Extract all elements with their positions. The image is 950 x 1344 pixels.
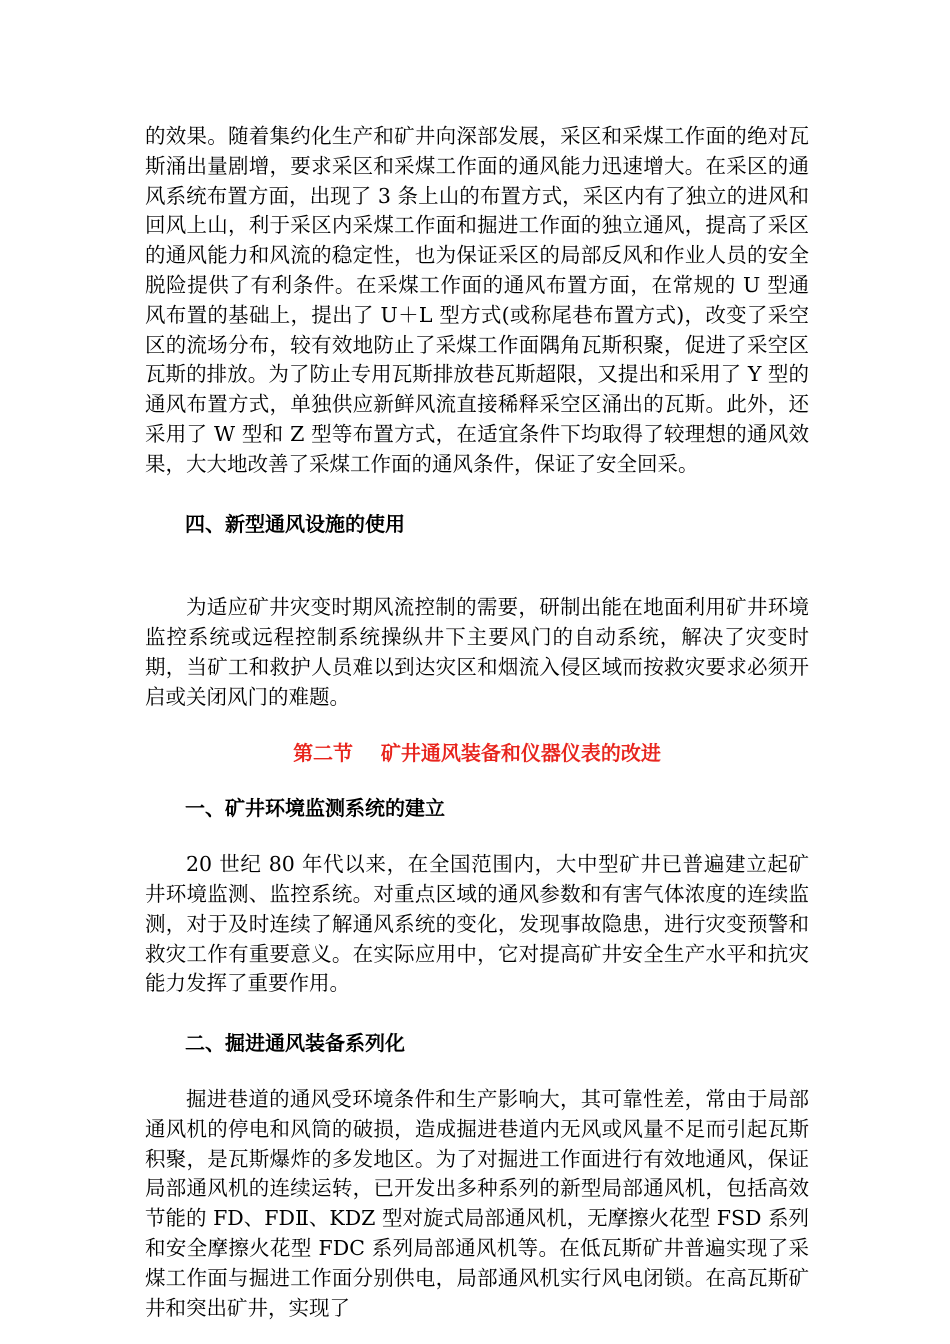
document-page (145, 122, 809, 1323)
spacer (145, 824, 809, 850)
spacer (145, 480, 809, 510)
spacer (145, 713, 809, 739)
paragraph-airflow-control: 为适应矿井灾变时期风流控制的需要，研制出能在地面利用矿井环境监控系统或远程控制系统操纵井下主要风门的自动系统，解决了灾变时期，当矿工和救护人员难以到达灾区和烟流入侵区域而按救灾要求必须开启或关闭风门的难题。 (145, 595, 809, 709)
heading-driving-ventilation: 二、掘进通风装备系列化 (185, 1031, 405, 1056)
spacer (145, 768, 809, 794)
paragraph-tail: 的效果。随着集约化生产和矿井向深部发展，采区和采煤工作面的绝对瓦斯涌出量剧增，要求采区和采煤工作面的通风能力迅速增大。在采区的通风系统布置方面，出现了 3 条上山的布置方式，采区内有了独立的进风和回风上山，利于采区内采煤工作面和掘进工作面的独立通风，提高了采区的通风能力和风流的稳定性，也为保证采区的局部反风和作业人员的安全脱险提供了有利条件。在采煤工作面的通风布置方面，在常规的 U 型通风布置的基础上，提出了 U＋L 型方式(或称尾巷布置方式)，改变了采空区的流场分布，较有效地防止了采煤工作面隅角瓦斯积聚，促进了采空区瓦斯的排放。为了防止专用瓦斯排放巷瓦斯超限，又提出和采用了 Y 型的通风布置方式，单独供应新鲜风流直接稀释采空区涌出的瓦斯。此外，还采用了 W 型和 Z 型等布置方式，在适宜条件下均取得了较理想的通风效果，大大地改善了采煤工作面的通风条件，保证了安全回采。 (145, 124, 809, 476)
section-title: 第二节 矿井通风装备和仪器仪表的改进 (293, 740, 661, 765)
heading-monitoring-system: 一、矿井环境监测系统的建立 (185, 796, 445, 821)
heading-new-ventilation-facilities: 四、新型通风设施的使用 (185, 511, 405, 536)
spacer (145, 539, 809, 593)
paragraph-monitoring: 20 世纪 80 年代以来，在全国范围内，大中型矿井已普遍建立起矿井环境监测、监控系统。对重点区域的通风参数和有害气体浓度的连续监测，对于及时连续了解通风系统的变化，发现事故隐患，进行灾变预警和救灾工作有重要意义。在实际应用中，它对提高矿井安全生产水平和抗灾能力发挥了重要作用。 (145, 852, 809, 996)
spacer (145, 1059, 809, 1085)
paragraph-driving-ventilation: 掘进巷道的通风受环境条件和生产影响大，其可靠性差，常由于局部通风机的停电和风筒的破损，造成掘进巷道内无风或风量不足而引起瓦斯积聚，是瓦斯爆炸的多发地区。为了对掘进工作面进行有效地通风，保证局部通风机的连续运转，已开发出多种系列的新型局部通风机，包括高效节能的 FD、FDⅡ、KDZ 型对旋式局部通风机，无摩擦火花型 FSD 系列和安全摩擦火花型 FDC 系列局部通风机等。在低瓦斯矿井普遍实现了采煤工作面与掘进工作面分别供电，局部通风机实行风电闭锁。在高瓦斯矿井和突出矿井，实现了 (145, 1086, 809, 1320)
spacer (145, 999, 809, 1029)
